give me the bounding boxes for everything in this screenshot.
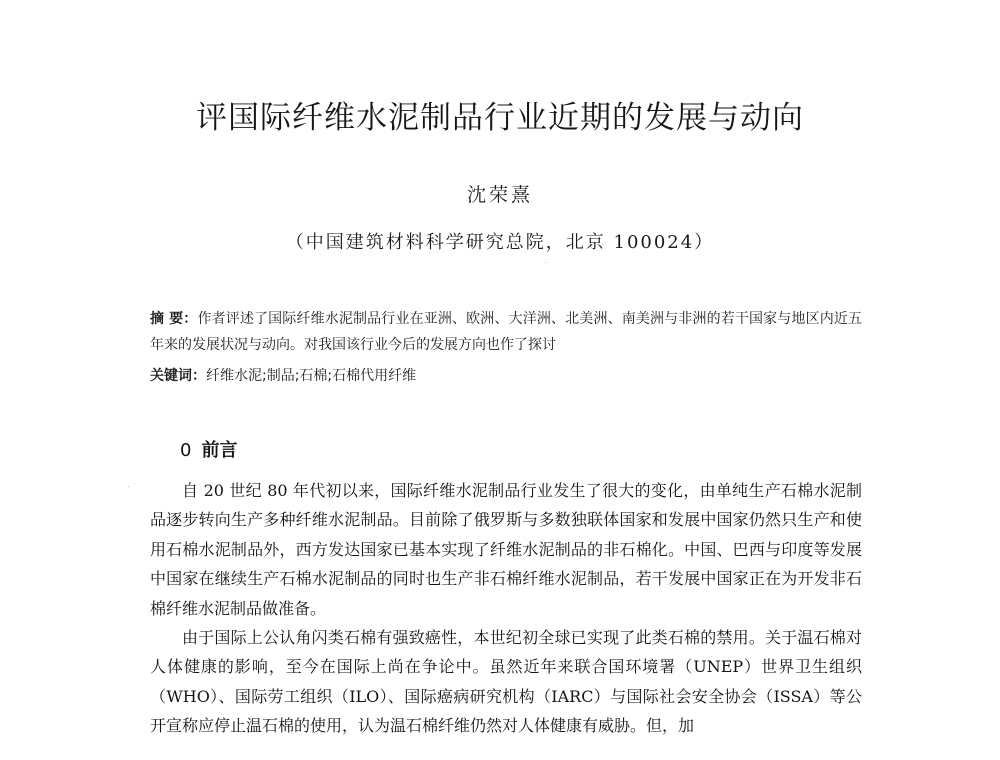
keywords — [150, 365, 862, 387]
section-heading — [180, 436, 237, 462]
author-affiliation: （中国建筑材料科学研究总院，北京 100024） — [285, 232, 715, 253]
section-number: 0 — [180, 440, 192, 461]
abstract-text: 作者评述了国际纤维水泥制品行业在亚洲、欧洲、大洋洲、北美洲、南美洲与非洲的若干国家与地区内近五年来的发展状况与动向。对我国该行业今后的发展方向也作了探讨 — [150, 311, 863, 353]
body-paragraph-2: 由于国际上公认角闪类石棉有强致癌性，本世纪初全球已实现了此类石棉的禁用。关于温石棉对人体健康的影响，至今在国际上尚在争论中。虽然近年来联合国环境署（UNEP）世界卫生组织（WHO）、国际劳工组织（ILO）、国际癌病研究机构（IARC）与国际社会安全协会（ISSA）等公开宣称应停止温石棉的使用，认为温石棉纤维仍然对人体健康有威胁。但，加 — [150, 628, 862, 736]
scan-speck — [545, 262, 546, 263]
body-paragraph-1: 自 20 世纪 80 年代初以来，国际纤维水泥制品行业发生了很大的变化，由单纯生产石棉水泥制品逐步转向生产多种纤维水泥制品。目前除了俄罗斯与多数独联体国家和发展中国家仍然只生产和使用石棉水泥制品外，西方发达国家已基本实现了纤维水泥制品的非石棉化。中国、巴西与印度等发展中国家在继续生产石棉水泥制品的同时也生产非石棉纤维水泥制品，若干发展中国家正在为开发非石棉纤维水泥制品做准备。 — [150, 481, 862, 618]
scan-speck — [128, 486, 129, 487]
keywords-label: 关键词： — [150, 368, 206, 384]
body-text — [150, 476, 862, 741]
keywords-text: 纤维水泥;制品;石棉;石棉代用纤维 — [206, 368, 417, 384]
paper-title: 评国际纤维水泥制品行业近期的发展与动向 — [196, 100, 804, 136]
abstract-label: 摘 要： — [150, 311, 198, 327]
author-name: 沈荣熹 — [466, 184, 533, 206]
abstract — [150, 306, 862, 358]
section-title: 前言 — [201, 440, 238, 461]
